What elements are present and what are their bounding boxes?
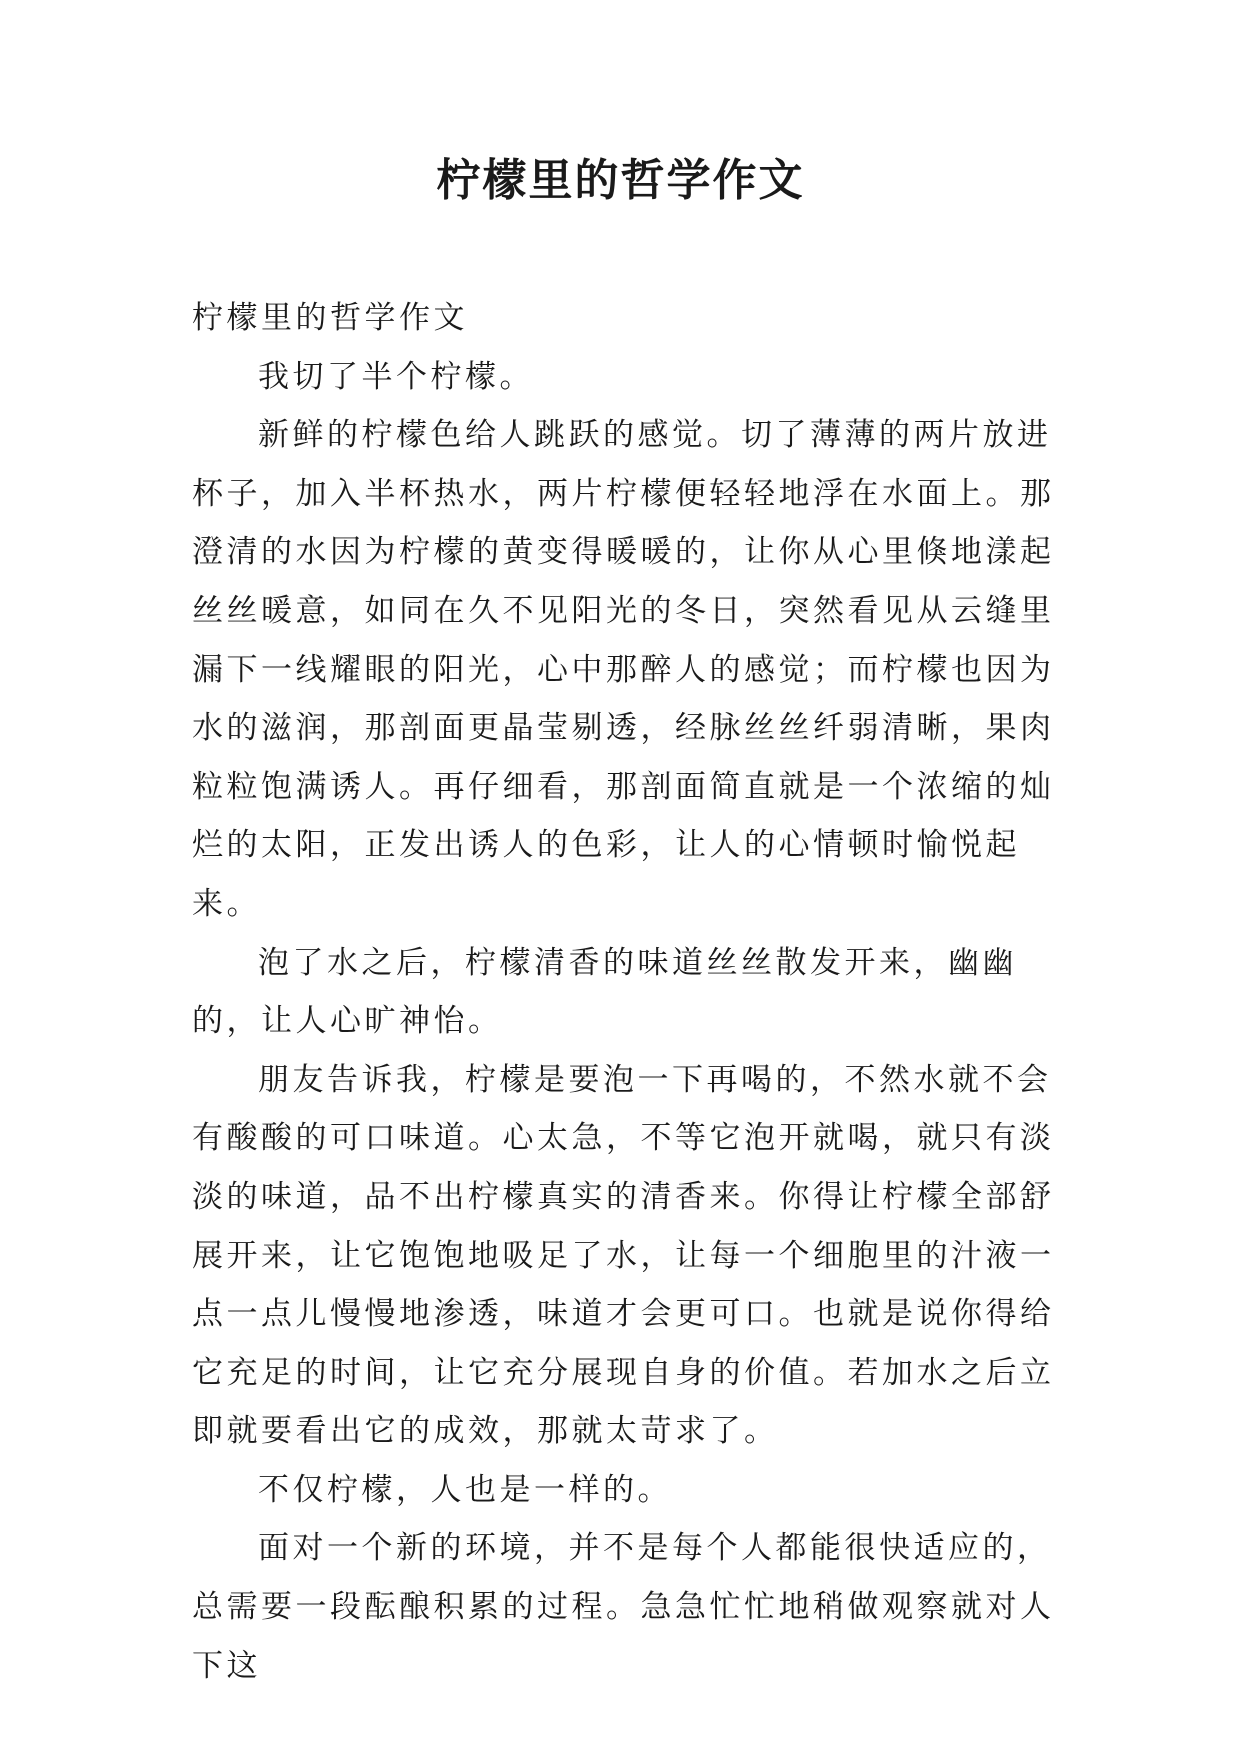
paragraph: 朋友告诉我，柠檬是要泡一下再喝的，不然水就不会有酸酸的可口味道。心太急，不等它泡开就喝，就只有淡淡的味道，品不出柠檬真实的清香来。你得让柠檬全部舒展开来，让它饱饱地吸足了水，让每一个细胞里的汁液一点一点儿慢慢地渗透，味道才会更可口。也就是说你得给它充足的时间，让它充分展现自身的价值。若加水之后立即就要看出它的成效，那就太苛求了。 — [192, 1061, 1055, 1450]
paragraph: 我切了半个柠檬。 — [258, 358, 534, 395]
paragraph: 新鲜的柠檬色给人跳跃的感觉。切了薄薄的两片放进杯子，加入半杯热水，两片柠檬便轻轻地浮在水面上。那澄清的水因为柠檬的黄变得暖暖的，让你从心里倏地漾起丝丝暖意，如同在久不见阳光的冬日，突然看见从云缝里漏下一线耀眼的阳光，心中那醉人的感觉；而柠檬也因为水的滋润，那剖面更晶莹剔透，经脉丝丝纤弱清晰，果肉粒粒饱满诱人。再仔细看，那剖面简直就是一个浓缩的灿烂的太阳，正发出诱人的色彩，让人的心情顿时愉悦起来。 — [192, 417, 1055, 922]
document-subtitle: 柠檬里的哲学作文 — [192, 300, 468, 336]
paragraph: 泡了水之后，柠檬清香的味道丝丝散发开来，幽幽的，让人心旷神怡。 — [192, 944, 1017, 1040]
document-title: 柠檬里的哲学作文 — [436, 155, 805, 206]
document-body — [192, 289, 1062, 1695]
paragraph: 不仅柠檬，人也是一样的。 — [258, 1471, 672, 1508]
paragraph: 面对一个新的环境，并不是每个人都能很快适应的，总需要一段酝酿积累的过程。急急忙忙地稍做观察就对人下这 — [192, 1530, 1055, 1684]
